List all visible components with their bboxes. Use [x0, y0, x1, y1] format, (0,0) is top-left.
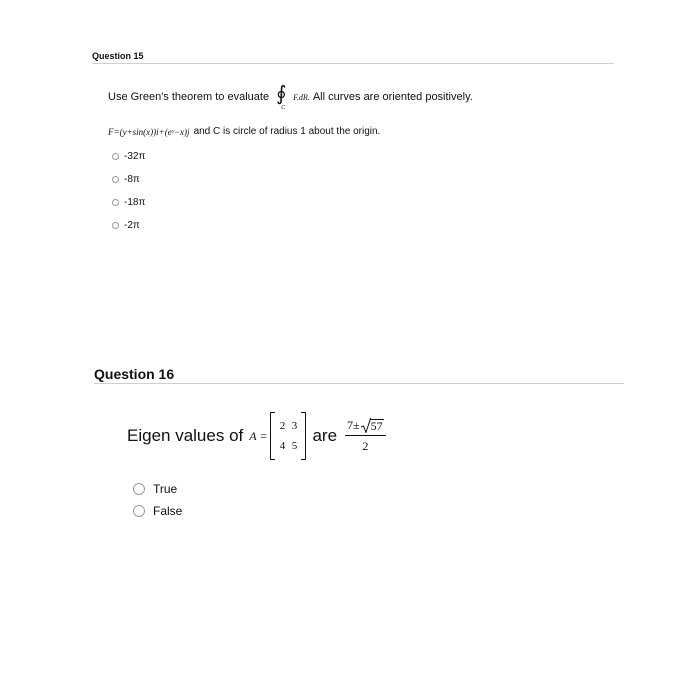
fraction-denominator: 2 — [362, 439, 369, 453]
option-label: -2π — [124, 220, 140, 231]
prompt-text-after: All curves are oriented positively. — [312, 91, 473, 103]
option-label: -8π — [124, 174, 140, 185]
q16-option-true[interactable] — [133, 482, 177, 496]
matrix-cell: 5 — [291, 440, 298, 452]
prompt-text-before: Use Green's theorem to evaluate — [108, 91, 270, 103]
vector-field-expression: F=(y+sin(x))i+(eʸ−x)j — [108, 126, 190, 137]
contour-integral-subscript: C — [281, 105, 286, 111]
question-15-prompt — [108, 81, 473, 111]
option-label: False — [153, 504, 183, 518]
radio-button[interactable] — [133, 483, 145, 495]
matrix-cell: 4 — [279, 440, 286, 452]
eigenvalue-fraction — [345, 418, 386, 454]
option-label: True — [153, 482, 178, 496]
matrix-lhs: A = — [249, 428, 268, 443]
question-15-field-definition — [108, 126, 380, 137]
q15-option-3[interactable] — [112, 197, 145, 208]
radio-button[interactable] — [112, 199, 119, 206]
q16-option-false[interactable] — [133, 504, 182, 518]
square-root — [361, 418, 384, 433]
radio-button[interactable] — [112, 176, 119, 183]
q15-option-4[interactable] — [112, 220, 140, 231]
contour-integral-symbol: ∮ — [276, 81, 287, 105]
question-16-divider — [94, 383, 624, 384]
statement-text-before: Eigen values of — [127, 426, 244, 445]
fraction-numerator — [345, 418, 386, 436]
contour-integral — [275, 81, 291, 111]
matrix-a — [270, 412, 306, 460]
option-label: -18π — [124, 197, 146, 208]
integrand: F.dR. — [293, 92, 310, 102]
matrix-cell: 3 — [291, 420, 298, 432]
question-16-title: Question 16 — [94, 366, 175, 382]
option-label: -32π — [124, 151, 146, 162]
radio-button[interactable] — [133, 505, 145, 517]
q15-option-2[interactable] — [112, 174, 140, 185]
radio-button[interactable] — [112, 153, 119, 160]
radio-button[interactable] — [112, 222, 119, 229]
radicand: 57 — [370, 419, 383, 433]
numerator-prefix: 7± — [347, 418, 360, 432]
question-16-statement — [127, 408, 386, 464]
matrix-cell: 2 — [279, 420, 286, 432]
q15-option-1[interactable] — [112, 151, 145, 162]
question-15-divider — [92, 63, 614, 64]
statement-text-mid: are — [312, 426, 338, 445]
question-15-title: Question 15 — [92, 51, 144, 61]
field-description: and C is circle of radius 1 about the origin. — [193, 126, 381, 137]
